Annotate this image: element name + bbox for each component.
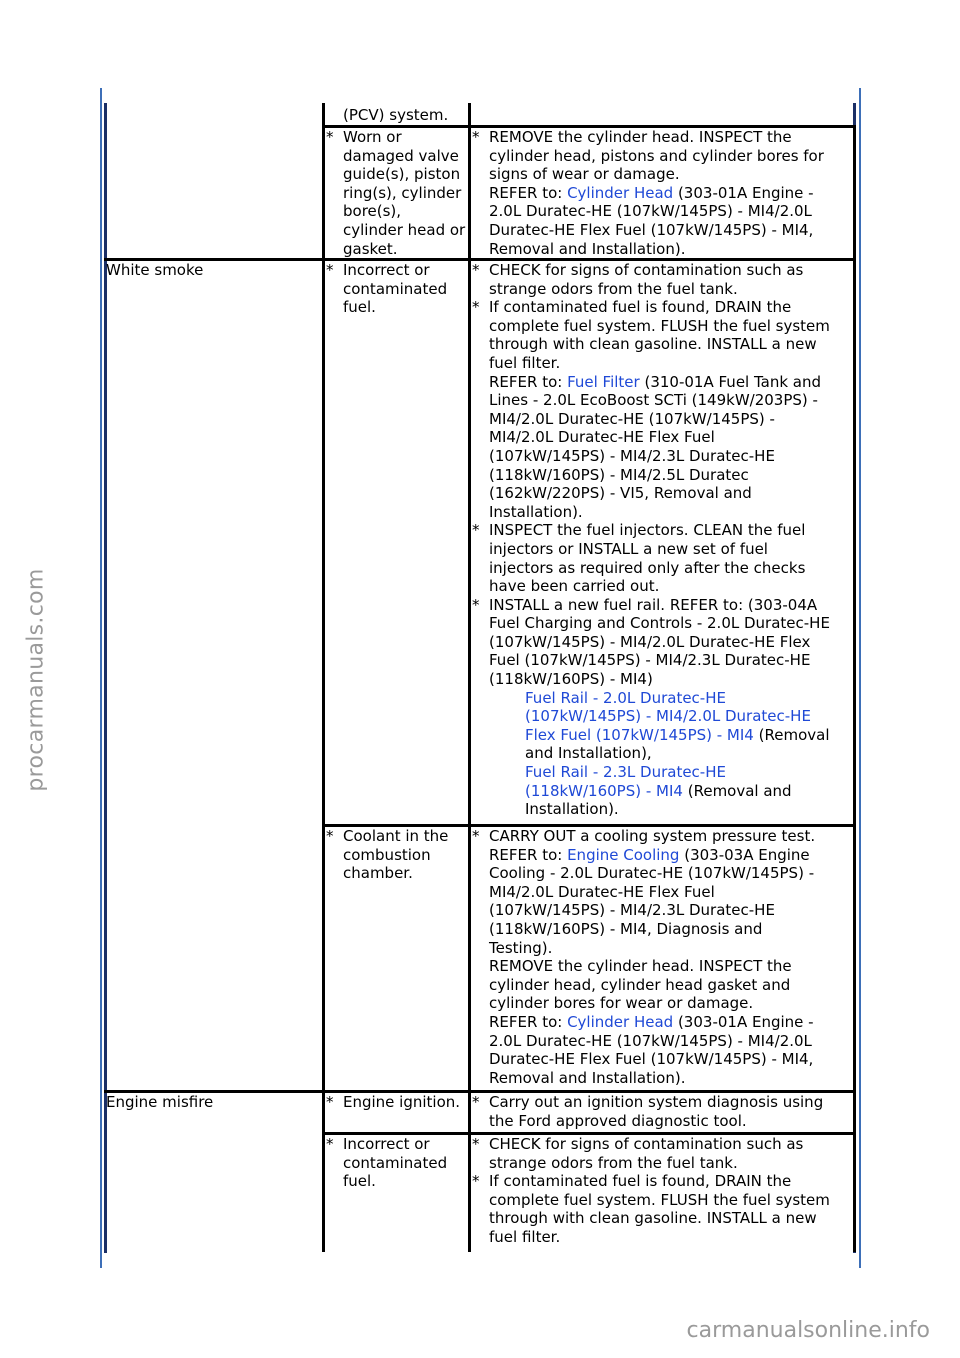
cause-cell [322, 1132, 468, 1252]
action-text: REFER to: Cylinder Head (303-01A Engine - [489, 183, 814, 202]
action-text: signs of wear or damage. [489, 165, 680, 184]
action-text: REMOVE the cylinder head. INSPECT the [489, 128, 792, 146]
action-text: fuel filter. [489, 353, 561, 372]
action-text: (118kW/160PS) - MI4, Diagnosis and [489, 919, 763, 938]
cause-text: combustion [343, 845, 431, 864]
action-text: Carry out an ignition system diagnosis using [489, 1093, 824, 1111]
action-text: 2.0L Duratec-HE (107kW/145PS) - MI4/2.0L [489, 1031, 812, 1050]
cause-text: fuel. [343, 298, 376, 317]
bullet-star: * [326, 1135, 334, 1153]
bullet-star: * [472, 1093, 480, 1111]
action-bullet [471, 128, 853, 258]
cause-cell [322, 824, 468, 1090]
bullet-star: * [326, 1093, 334, 1111]
action-text: INSPECT the fuel injectors. CLEAN the fuel [489, 521, 806, 540]
table-row [104, 125, 856, 258]
bullet-star: * [472, 521, 480, 540]
action-text: injectors as required only after the checks [489, 558, 806, 577]
action-text: (107kW/145PS) - MI4/2.0L Duratec-HE Flex [489, 632, 811, 651]
action-cell [468, 258, 856, 824]
action-text: Removal and Installation). [489, 1068, 686, 1087]
action-text: INSTALL a new fuel rail. REFER to: (303-04A [489, 595, 818, 614]
cause-text: cylinder head or [343, 220, 466, 239]
action-text: If contaminated fuel is found, DRAIN the [489, 298, 792, 317]
action-text: Fuel Charging and Controls - 2.0L Duratec-HE [489, 614, 830, 633]
bullet-star: * [472, 1135, 480, 1153]
action-text: have been carried out. [489, 577, 660, 596]
action-text: Cooling - 2.0L Duratec-HE (107kW/145PS) - [489, 864, 815, 883]
bullet-star: * [472, 298, 480, 317]
action-cell [468, 1090, 856, 1132]
cause-text: contaminated [343, 1153, 448, 1172]
action-text: MI4/2.0L Duratec-HE Flex Fuel [489, 428, 715, 447]
condition-cell: White smoke [106, 261, 204, 279]
action-text: MI4/2.0L Duratec-HE (107kW/145PS) - [489, 409, 775, 428]
cause-text: Coolant in the [343, 827, 449, 845]
action-bullet [471, 1093, 853, 1130]
action-text: MI4/2.0L Duratec-HE Flex Fuel [489, 882, 715, 901]
cause-text: ring(s), cylinder [343, 183, 462, 202]
action-text: Duratec-HE Flex Fuel (107kW/145PS) - MI4, [489, 1050, 814, 1069]
fuel-rail-23-link[interactable]: Fuel Rail - 2.3L Duratec-HE [525, 763, 726, 782]
condition-cell [104, 103, 322, 125]
action-text: the Ford approved diagnostic tool. [489, 1111, 747, 1130]
condition-cell [104, 824, 322, 1090]
fuel-rail-23-link-cont[interactable]: (118kW/160PS) - MI4 (Removal and [525, 781, 792, 800]
action-text: REFER to: Engine Cooling (303-03A Engine [489, 845, 810, 864]
condition-cell: Engine misfire [106, 1093, 214, 1111]
diagnostic-table [104, 103, 856, 1252]
action-bullet [471, 1135, 853, 1172]
cylinder-head-link[interactable]: Cylinder Head [567, 183, 674, 202]
cause-text: contaminated [343, 279, 448, 298]
table-row [104, 824, 856, 1090]
action-text: strange odors from the fuel tank. [489, 1153, 738, 1172]
action-text: Installation). [525, 800, 619, 819]
action-text: REMOVE the cylinder head. INSPECT the [489, 957, 792, 976]
cause-text: chamber. [343, 864, 413, 883]
action-text: (162kW/220PS) - VI5, Removal and [489, 484, 752, 503]
action-bullet [471, 298, 853, 521]
action-text: injectors or INSTALL a new set of fuel [489, 539, 768, 558]
frame-line-left [100, 88, 102, 1268]
cause-text: Incorrect or [343, 261, 430, 279]
action-text: (118kW/160PS) - MI4/2.5L Duratec [489, 465, 749, 484]
fuel-rail-20-link[interactable]: Fuel Rail - 2.0L Duratec-HE [525, 688, 726, 707]
action-text: Fuel (107kW/145PS) - MI4/2.3L Duratec-HE [489, 651, 811, 670]
action-text: cylinder head, pistons and cylinder bores for [489, 146, 824, 165]
action-text: Lines - 2.0L EcoBoost SCTi (149kW/203PS) - [489, 391, 818, 410]
condition-cell [104, 125, 322, 258]
cause-text: gasket. [343, 239, 398, 258]
fuel-rail-20-link-cont[interactable]: (107kW/145PS) - MI4/2.0L Duratec-HE [525, 707, 811, 726]
action-text: Installation). [489, 502, 583, 521]
bullet-star: * [472, 1172, 480, 1191]
bottom-watermark: carmanualsonline.info [686, 1318, 930, 1343]
fuel-filter-link[interactable]: Fuel Filter [567, 372, 640, 391]
table-row [104, 258, 856, 824]
action-text: CARRY OUT a cooling system pressure test. [489, 827, 816, 845]
fuel-rail-20-link-cont[interactable]: Flex Fuel (107kW/145PS) - MI4 (Removal [525, 725, 830, 744]
side-watermark: procarmanuals.com [23, 568, 49, 792]
cause-cell [322, 103, 468, 125]
action-bullet [471, 827, 853, 1087]
action-text: Testing). [489, 938, 553, 957]
bullet-star: * [326, 128, 334, 146]
condition-cell [104, 1132, 322, 1252]
action-text: complete fuel system. FLUSH the fuel system [489, 1190, 830, 1209]
action-cell [468, 824, 856, 1090]
cylinder-head-link[interactable]: Cylinder Head [567, 1012, 674, 1031]
engine-cooling-link[interactable]: Engine Cooling [567, 845, 680, 864]
cause-cell [322, 258, 468, 824]
action-text: (118kW/160PS) - MI4) [489, 670, 653, 689]
bullet-star: * [326, 827, 334, 845]
cause-bullet [325, 128, 468, 258]
action-text: If contaminated fuel is found, DRAIN the [489, 1172, 792, 1191]
cause-bullet [325, 261, 468, 317]
action-text: REFER to: Fuel Filter (310-01A Fuel Tank and [489, 372, 822, 391]
cause-text: guide(s), piston [343, 165, 461, 184]
action-text: and Installation), [525, 744, 652, 763]
cause-bullet [325, 1093, 468, 1112]
action-text: CHECK for signs of contamination such as [489, 261, 804, 279]
action-text: through with clean gasoline. INSTALL a new [489, 1209, 817, 1228]
action-text: (107kW/145PS) - MI4/2.3L Duratec-HE [489, 446, 775, 465]
action-text: through with clean gasoline. INSTALL a new [489, 335, 817, 354]
bullet-star: * [472, 595, 480, 614]
action-text: REFER to: Cylinder Head (303-01A Engine - [489, 1012, 814, 1031]
table-row [104, 1090, 856, 1132]
bullet-star: * [472, 261, 480, 279]
cause-text: Worn or [343, 128, 402, 146]
action-text: Duratec-HE Flex Fuel (107kW/145PS) - MI4, [489, 220, 814, 239]
action-text: 2.0L Duratec-HE (107kW/145PS) - MI4/2.0L [489, 202, 812, 221]
action-text: (107kW/145PS) - MI4/2.3L Duratec-HE [489, 901, 775, 920]
cause-cell [322, 1090, 468, 1132]
table-row [104, 1132, 856, 1252]
action-text: complete fuel system. FLUSH the fuel system [489, 316, 830, 335]
action-bullet [471, 1172, 853, 1246]
table-row [104, 103, 856, 125]
action-text: cylinder bores for wear or damage. [489, 994, 754, 1013]
cause-text: damaged valve [343, 146, 459, 165]
action-bullet [471, 596, 853, 819]
bullet-star: * [472, 827, 480, 845]
cause-cell [322, 125, 468, 258]
cause-text: Incorrect or [343, 1135, 430, 1153]
cause-text: (PCV) system. [343, 106, 449, 124]
cause-bullet [325, 827, 468, 883]
action-text: CHECK for signs of contamination such as [489, 1135, 804, 1153]
frame-line-right [859, 88, 861, 1268]
bullet-star: * [472, 128, 480, 146]
action-text: fuel filter. [489, 1227, 561, 1246]
action-bullet [471, 261, 853, 298]
action-cell [468, 103, 856, 125]
cause-text: Engine ignition. [343, 1093, 461, 1111]
action-text: strange odors from the fuel tank. [489, 279, 738, 298]
bullet-star: * [326, 261, 334, 279]
action-cell [468, 1132, 856, 1252]
cause-bullet [325, 1135, 468, 1191]
cause-text: bore(s), [343, 202, 402, 221]
cause-text: fuel. [343, 1172, 376, 1191]
action-cell [468, 125, 856, 258]
action-text: Removal and Installation). [489, 239, 686, 258]
action-bullet [471, 521, 853, 595]
action-text: cylinder head, cylinder head gasket and [489, 975, 791, 994]
